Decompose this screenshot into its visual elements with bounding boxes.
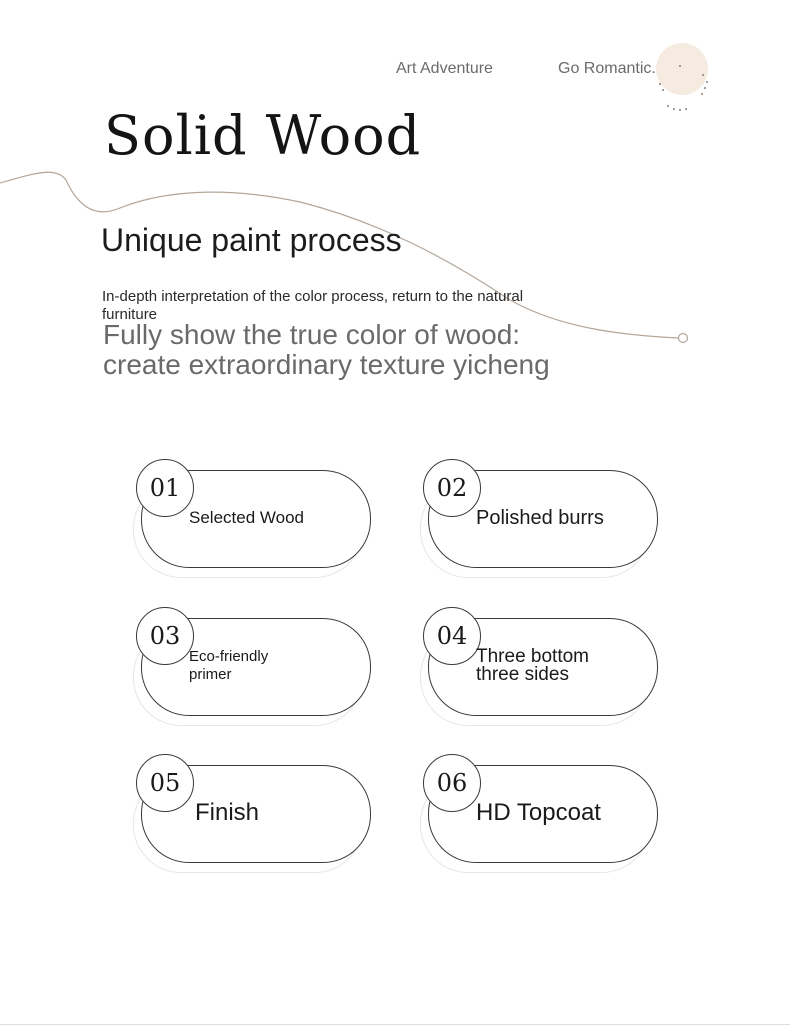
curve-end-circle (679, 334, 688, 343)
process-step-1 (141, 470, 371, 568)
step-label: Polished burrs (476, 506, 604, 529)
step-label: Eco-friendly primer (189, 648, 269, 683)
process-step-2 (428, 470, 658, 568)
process-step-6 (428, 765, 658, 863)
subtitle: Unique paint process (101, 222, 402, 258)
footer-divider (0, 1024, 790, 1025)
step-number: 01 (136, 459, 194, 517)
process-step-4 (428, 618, 658, 716)
step-number: 04 (423, 607, 481, 665)
decorative-badge-dots (650, 40, 716, 116)
step-number: 03 (136, 607, 194, 665)
step-number: 02 (423, 459, 481, 517)
step-label: HD Topcoat (476, 799, 601, 826)
step-label: Finish (195, 799, 260, 826)
description: In-depth interpretation of the color process, return to the natural furniture (102, 288, 524, 323)
step-label: Selected Wood (189, 508, 304, 527)
process-step-3 (141, 618, 371, 716)
step-number: 05 (136, 754, 194, 812)
process-step-5 (141, 765, 371, 863)
tagline: Fully show the true color of wood: create extraordinary texture yicheng (103, 319, 550, 380)
step-number: 06 (423, 754, 481, 812)
nav-link-art-adventure[interactable]: Art Adventure (396, 60, 493, 77)
hero-title: Solid Wood (104, 104, 422, 167)
step-label: Three bottom three sides (476, 646, 589, 685)
nav-link-go-romantic[interactable]: Go Romantic. (558, 60, 656, 77)
